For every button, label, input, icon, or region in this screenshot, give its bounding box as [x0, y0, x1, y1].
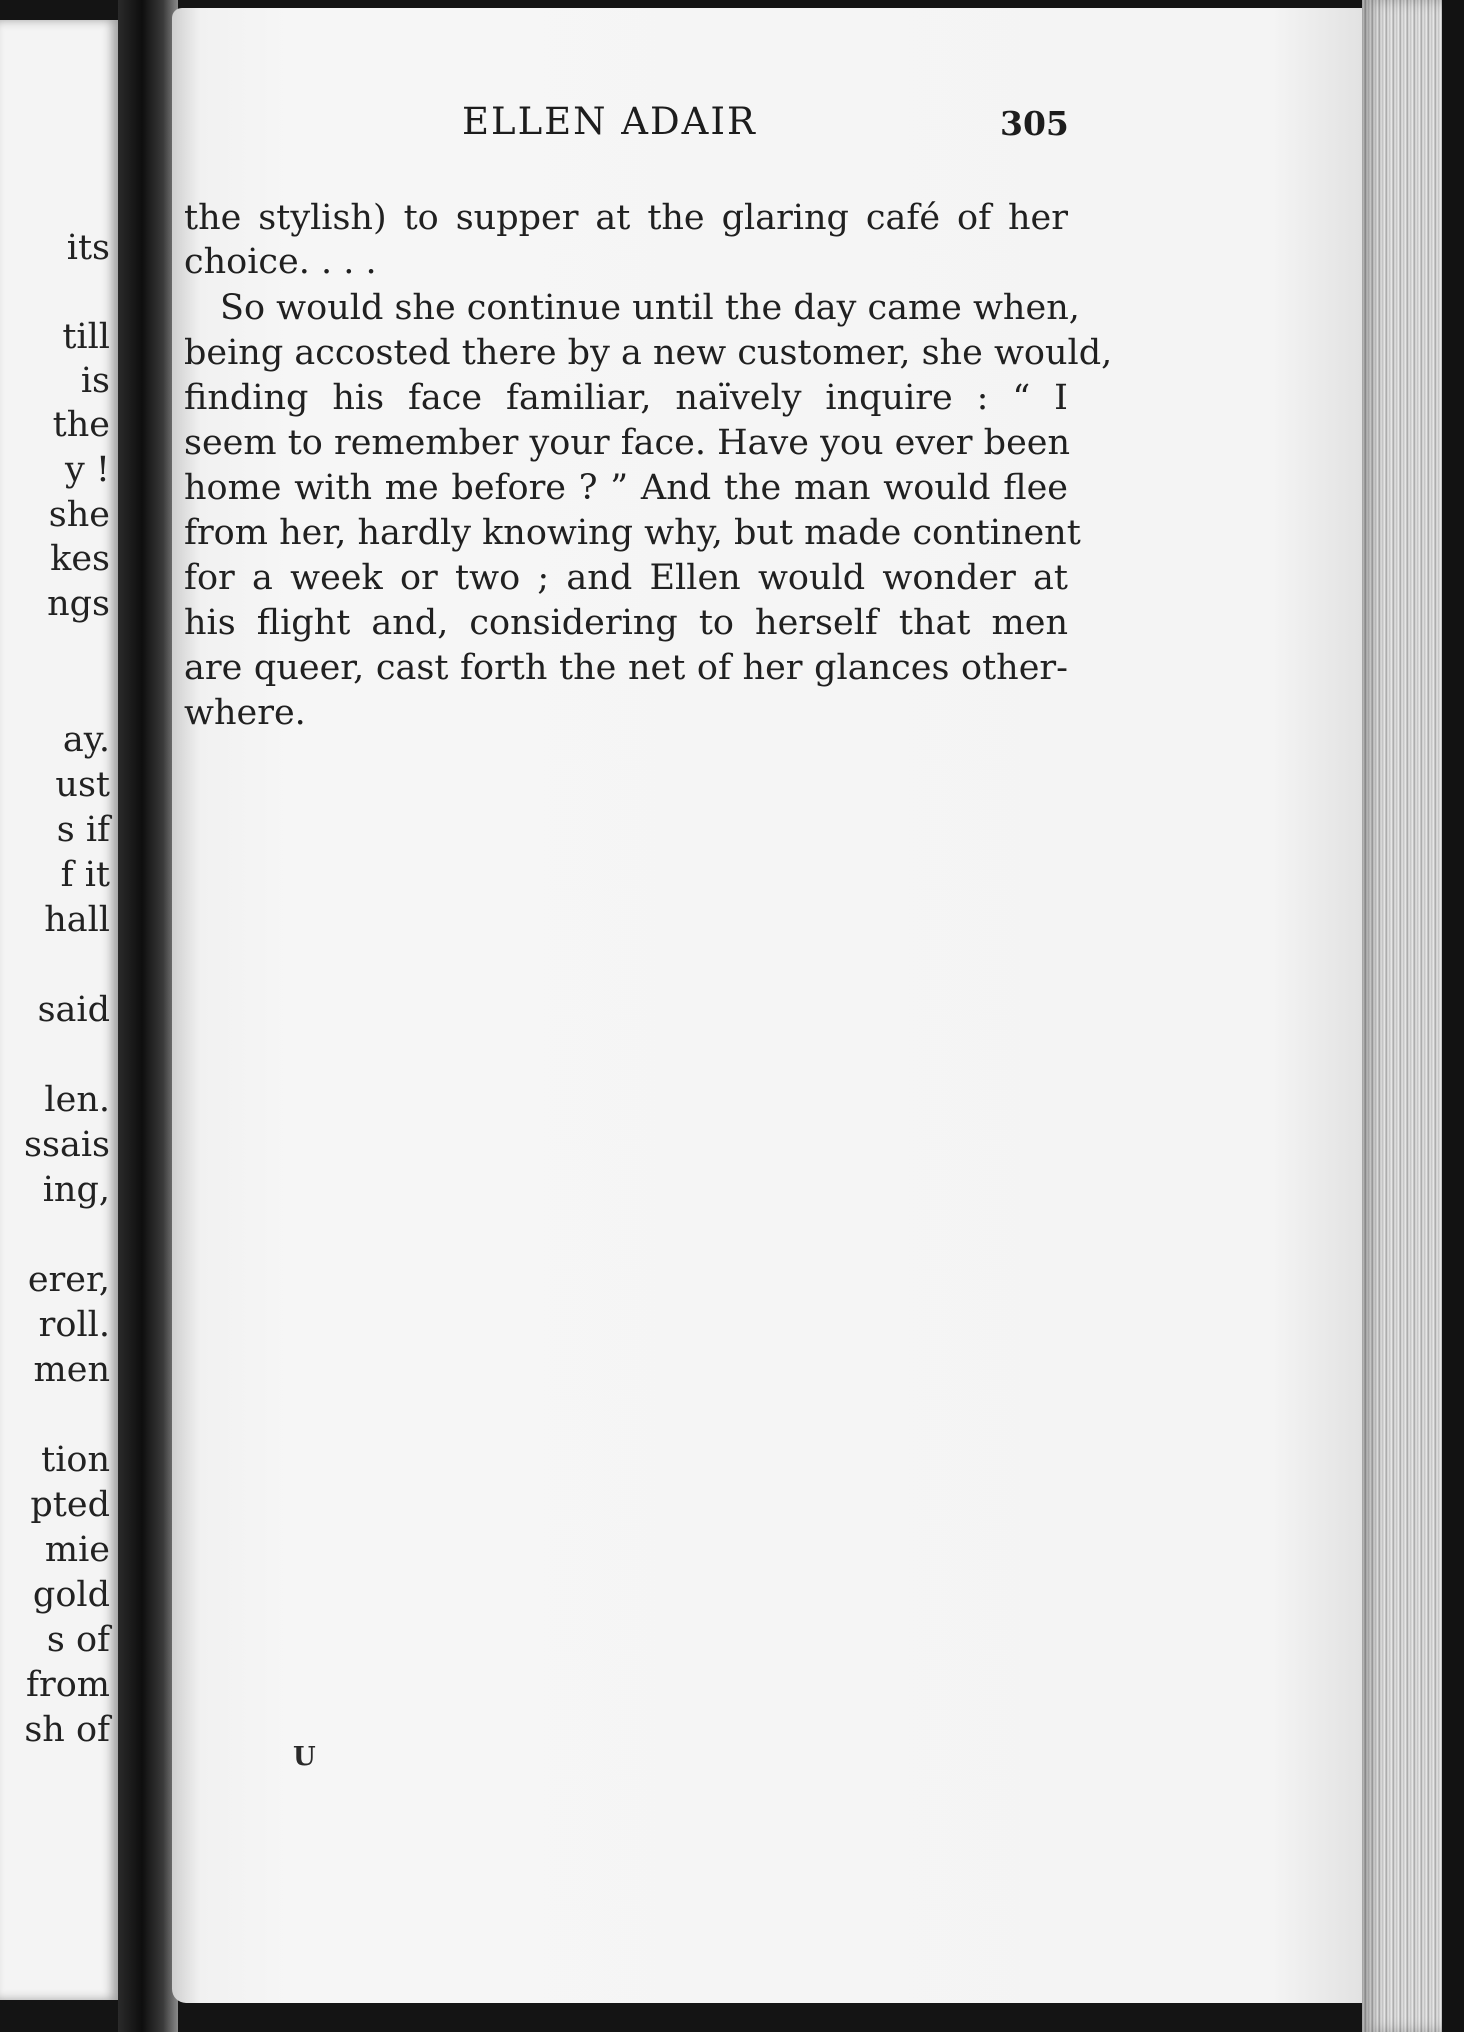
- left-facing-page: [0, 20, 118, 2000]
- page-number: 305: [1000, 104, 1069, 143]
- left-page-line: s of: [46, 1620, 110, 1660]
- text-line: from her, hardly knowing why, but made continent: [184, 513, 1081, 553]
- left-page-line: said: [37, 990, 110, 1030]
- left-page-line: is: [80, 361, 110, 401]
- left-page-line: men: [33, 1350, 110, 1390]
- text-line: are queer, cast forth the net of her glances other-: [184, 648, 1068, 688]
- book-gutter: [118, 0, 178, 2032]
- left-page-line: len.: [44, 1080, 110, 1120]
- text-line: choice. . . .: [184, 242, 377, 282]
- text-line: home with me before ? ” And the man would flee: [184, 468, 1068, 508]
- text-line: finding his face familiar, naïvely inquire : “ I: [184, 378, 1068, 418]
- running-header: ELLEN ADAIR: [462, 100, 757, 143]
- left-page-line: pted: [30, 1485, 110, 1525]
- left-page-line: mie: [44, 1530, 110, 1570]
- left-page-line: hall: [44, 900, 110, 940]
- left-page-line: kes: [50, 539, 110, 579]
- left-page-line: s if: [56, 810, 110, 850]
- text-line: the stylish) to supper at the glaring café of her: [184, 198, 1068, 238]
- left-page-line: till: [62, 317, 110, 357]
- left-page-line: gold: [32, 1575, 110, 1615]
- left-page-line: ngs: [47, 584, 110, 624]
- text-line: So would she continue until the day came when,: [220, 288, 1080, 328]
- left-page-line: tion: [41, 1440, 110, 1480]
- left-page-line: the: [52, 405, 110, 445]
- left-page-line: she: [48, 495, 110, 535]
- text-line: seem to remember your face. Have you ever been: [184, 423, 1071, 463]
- left-page-line: roll.: [38, 1305, 110, 1345]
- left-page-line: ing,: [42, 1170, 110, 1210]
- text-line: for a week or two ; and Ellen would wonder at: [184, 558, 1068, 598]
- left-page-line: y !: [65, 450, 110, 490]
- left-page-line: erer,: [27, 1260, 110, 1300]
- left-page-line: ssais: [24, 1125, 110, 1165]
- text-line: being accosted there by a new customer, she would,: [184, 333, 1113, 373]
- left-page-line: its: [66, 228, 110, 268]
- text-line: his flight and, considering to herself that men: [184, 603, 1068, 643]
- text-line: where.: [184, 693, 306, 733]
- left-page-line: ay.: [62, 720, 110, 760]
- left-page-line: ust: [55, 765, 110, 805]
- left-page-line: sh of: [24, 1710, 110, 1750]
- left-page-line: from: [26, 1665, 110, 1705]
- left-page-line: f it: [60, 855, 110, 895]
- signature-mark: U: [293, 1742, 316, 1772]
- page-edges: [1362, 0, 1464, 2032]
